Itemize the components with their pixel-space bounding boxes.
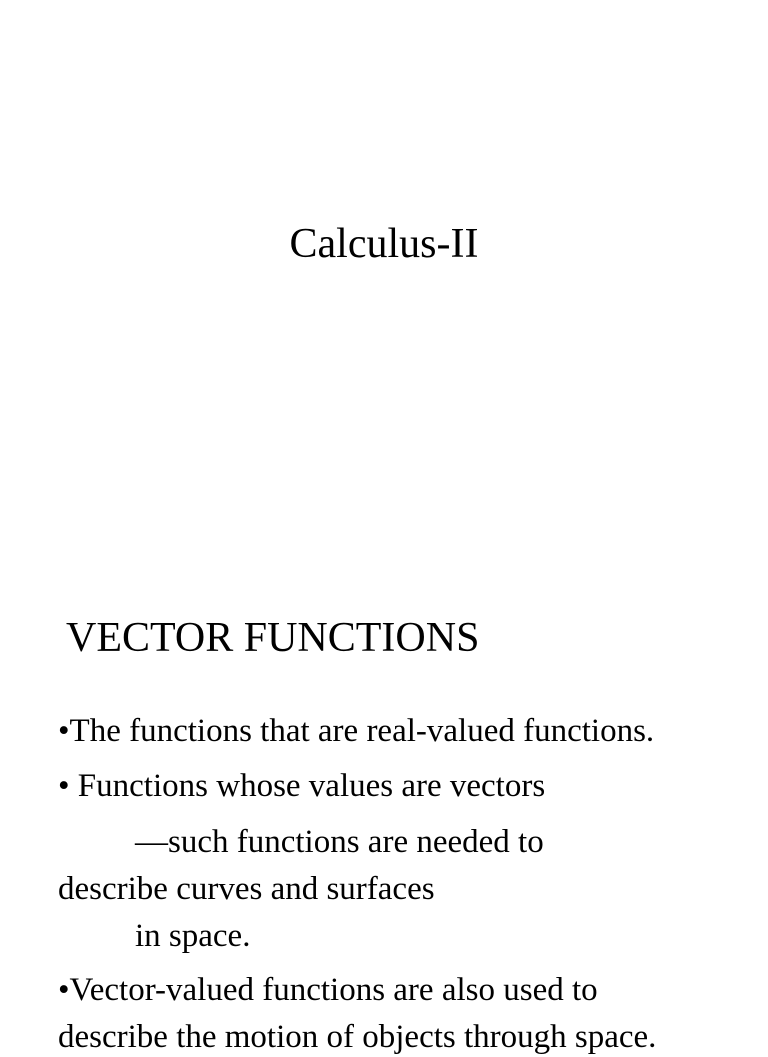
- page-title: Calculus-II: [289, 221, 479, 267]
- bullet-continuation-line: describe curves and surfaces: [58, 871, 435, 907]
- bullet-motion-description: •Vector-valued functions are also used to: [58, 972, 598, 1008]
- bullet-continuation-line: describe the motion of objects through space.: [58, 1019, 657, 1055]
- bullet-continuation-line: in space.: [135, 918, 251, 954]
- section-heading: VECTOR FUNCTIONS: [66, 615, 480, 661]
- bullet-continuation-line: —such functions are needed to: [135, 824, 544, 860]
- bullet-real-valued-functions: •The functions that are real-valued functions.: [58, 713, 655, 749]
- bullet-vector-valued-functions: • Functions whose values are vectors: [58, 768, 546, 804]
